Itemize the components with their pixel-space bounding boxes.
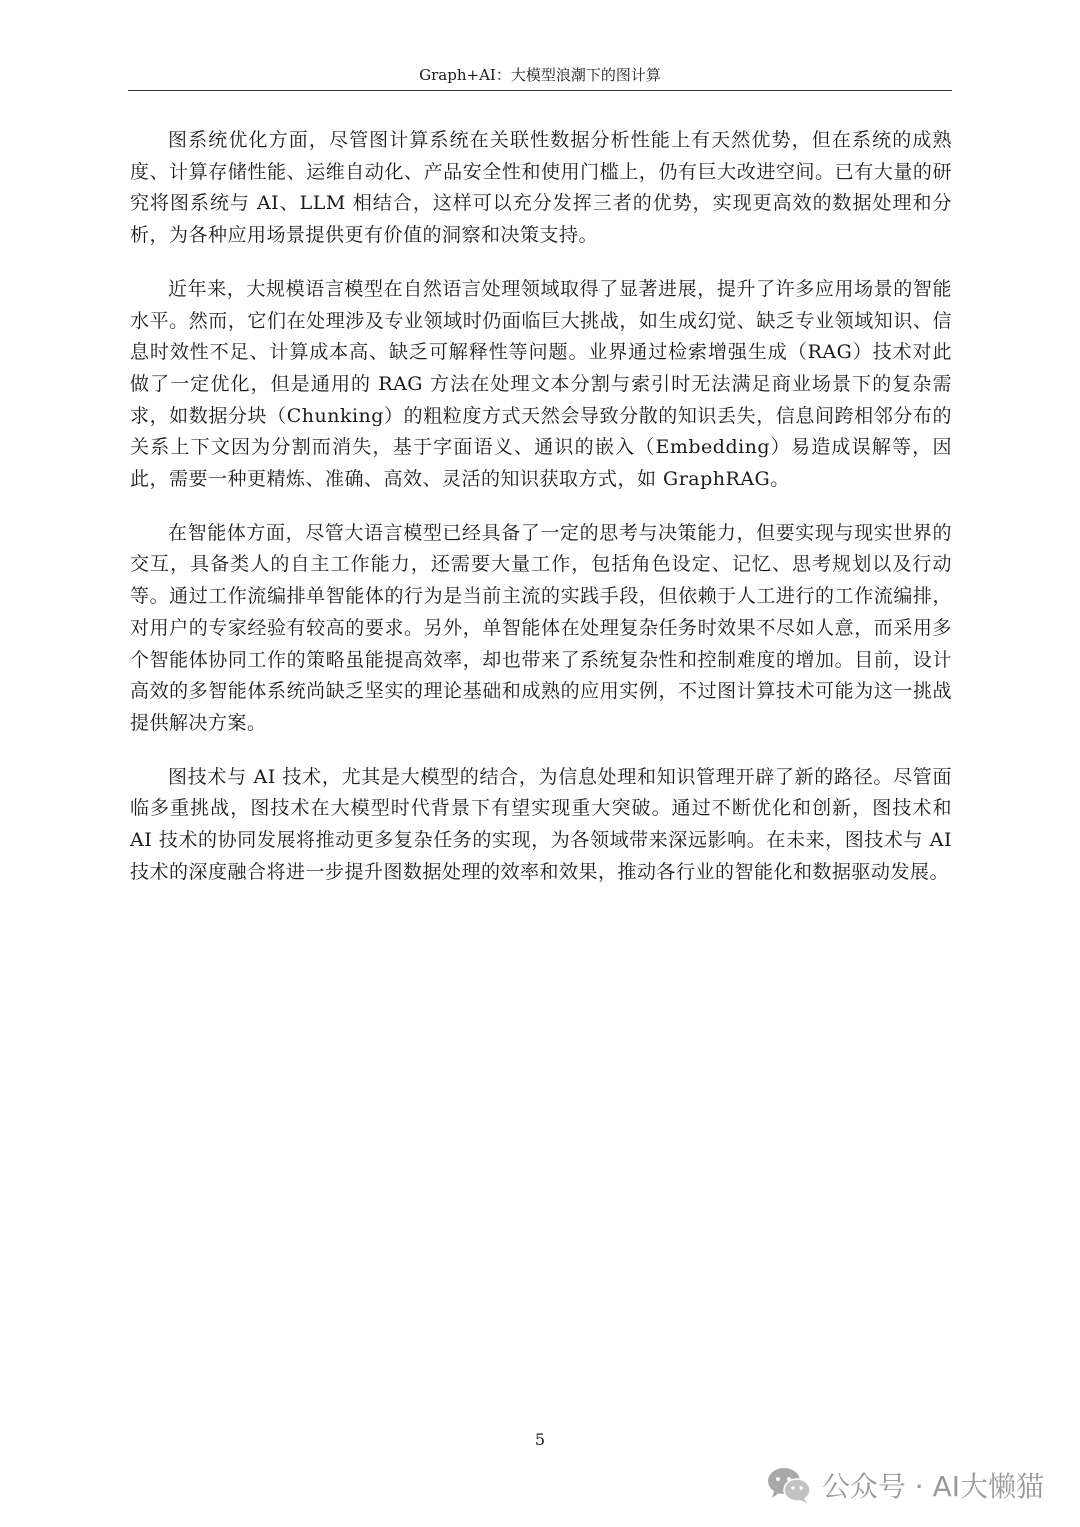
paragraph-graph-system-optimization: 图系统优化方面，尽管图计算系统在关联性数据分析性能上有天然优势，但在系统的成熟度、计算存储性能、运维自动化、产品安全性和使用门槛上，仍有巨大改进空间。已有大量的研究将图系统与 AI、LLM 相结合，这样可以充分发挥三者的优势，实现更高效的数据处理和分析，为各种应用场景提供更有价值的洞察和决策支持。 xyxy=(130,129,952,247)
watermark xyxy=(766,1463,1044,1507)
page-header xyxy=(128,62,952,91)
wechat-icon xyxy=(766,1466,812,1504)
watermark-text: 公众号 · AI大懒猫 xyxy=(821,1470,1044,1503)
header-title: Graph+AI：大模型浪潮下的图计算 xyxy=(419,66,661,84)
paragraph-llm-rag: 近年来，大规模语言模型在自然语言处理领域取得了显著进展，提升了许多应用场景的智能水平。然而，它们在处理涉及专业领域时仍面临巨大挑战，如生成幻觉、缺乏专业领域知识、信息时效性不足、计算成本高、缺乏可解释性等问题。业界通过检索增强生成（RAG）技术对此做了一定优化，但是通用的 RAG 方法在处理文本分割与索引时无法满足商业场景下的复杂需求，如数据分块（Chunking）的粗粒度方式天然会导致分散的知识丢失，信息间跨相邻分布的关系上下文因为分割而消失，基于字面语义、通识的嵌入（Embedding）易造成误解等，因此，需要一种更精炼、准确、高效、灵活的知识获取方式，如 GraphRAG。 xyxy=(130,277,952,491)
paragraph-graph-ai-outlook: 图技术与 AI 技术，尤其是大模型的结合，为信息处理和知识管理开辟了新的路径。尽管面临多重挑战，图技术在大模型时代背景下有望实现重大突破。通过不断优化和创新，图技术和 AI 技术的协同发展将推动更多复杂任务的实现，为各领域带来深远影响。在未来，图技术与 AI 技术的深度融合将进一步提升图数据处理的效率和效果，推动各行业的智能化和数据驱动发展。 xyxy=(130,765,952,883)
document-body xyxy=(130,125,952,910)
page-number: 5 xyxy=(534,1430,546,1449)
paragraph-agents: 在智能体方面，尽管大语言模型已经具备了一定的思考与决策能力，但要实现与现实世界的交互，具备类人的自主工作能力，还需要大量工作，包括角色设定、记忆、思考规划以及行动等。通过工作流编排单智能体的行为是当前主流的实践手段，但依赖于人工进行的工作流编排，对用户的专家经验有较高的要求。另外，单智能体在处理复杂任务时效果不尽如人意，而采用多个智能体协同工作的策略虽能提高效率，却也带来了系统复杂性和控制难度的增加。目前，设计高效的多智能体系统尚缺乏坚实的理论基础和成熟的应用实例，不过图计算技术可能为这一挑战提供解决方案。 xyxy=(130,521,952,734)
